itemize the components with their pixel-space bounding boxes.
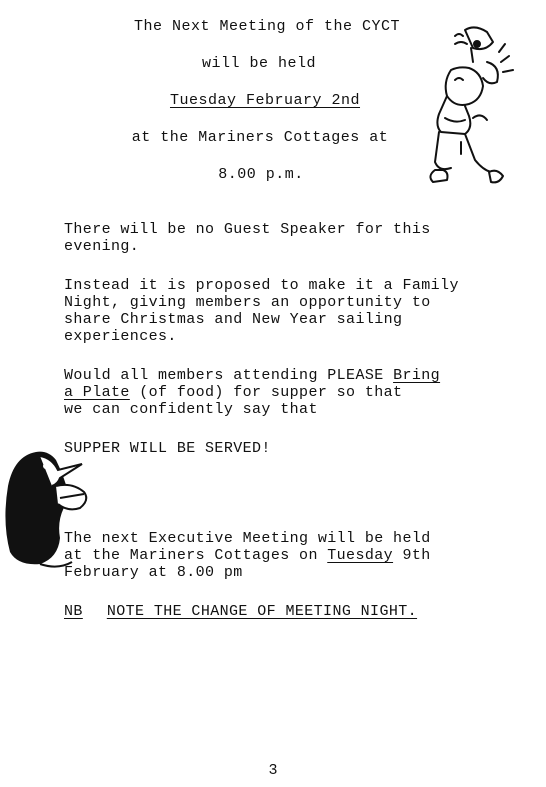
- paragraph-line: There will be no Guest Speaker for this: [64, 221, 431, 238]
- text-segment: (of food) for supper so that: [129, 384, 403, 401]
- text-segment: Would all members attending PLEASE: [64, 367, 394, 384]
- nb-line: [64, 603, 534, 620]
- paragraph-no-speaker: [64, 221, 534, 255]
- paragraph-line: [64, 547, 534, 564]
- paragraph-line: [64, 384, 534, 401]
- paragraph-line: Night, giving members an opportunity to: [64, 294, 431, 311]
- nb-label: NB: [64, 603, 83, 620]
- sailor-with-bell-icon: [425, 22, 515, 194]
- underlined-text: a Plate: [64, 384, 130, 401]
- underlined-text: Bring: [393, 367, 441, 384]
- header-line-1: The Next Meeting of the CYCT: [133, 18, 401, 35]
- paragraph-line: [64, 367, 534, 384]
- paragraph-line: share Christmas and New Year sailing: [64, 311, 403, 328]
- text-segment: at the Mariners Cottages on: [64, 547, 328, 564]
- supper-served: SUPPER WILL BE SERVED!: [64, 440, 271, 457]
- paragraph-line: Instead it is proposed to make it a Family: [64, 277, 459, 294]
- underlined-text: Tuesday: [327, 547, 394, 564]
- paragraph-line: The next Executive Meeting will be held: [64, 530, 431, 547]
- page-number: 3: [268, 762, 278, 779]
- nb-text: NOTE THE CHANGE OF MEETING NIGHT.: [106, 603, 418, 620]
- nb-note: [64, 603, 534, 620]
- paragraph-line: evening.: [64, 238, 140, 255]
- paragraph-family-night: [64, 277, 534, 345]
- text-segment: 9th: [393, 547, 431, 564]
- paragraph-line: experiences.: [64, 328, 177, 345]
- header-line-2: will be held: [201, 55, 317, 72]
- paragraph-line: February at 8.00 pm: [64, 564, 243, 581]
- header-line-4: at the Mariners Cottages at: [131, 129, 389, 146]
- paragraph-bring-plate: [64, 367, 534, 418]
- paragraph-executive-meeting: [64, 530, 534, 581]
- paragraph-line: we can confidently say that: [64, 401, 318, 418]
- meeting-time: 8.00 p.m.: [218, 166, 304, 183]
- meeting-date: Tuesday February 2nd: [169, 92, 361, 109]
